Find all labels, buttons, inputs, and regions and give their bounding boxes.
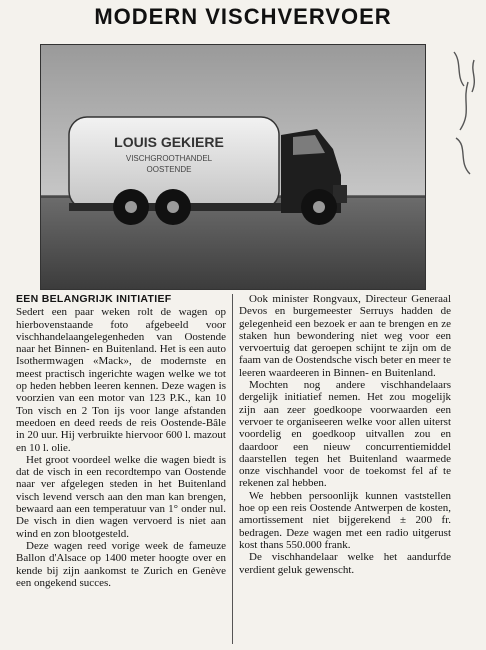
- truck-sign-name: LOUIS GEKIERE: [114, 134, 224, 150]
- article-headline: MODERN VISCHVERVOER: [94, 4, 392, 29]
- article-paragraph: De vischhandelaar welke het aandurfde verdient geluk gewenscht.: [239, 551, 451, 576]
- article-column-right: [239, 293, 451, 576]
- article-column-left: [16, 293, 226, 589]
- article-subhead: EEN BELANGRIJK INITIATIEF: [16, 293, 172, 305]
- truck-sign-trade: VISCHGROOTHANDEL: [125, 154, 213, 163]
- truck-sign-city: OOSTENDE: [146, 165, 192, 174]
- article-paragraph: Ook minister Rongvaux, Directeur Generaal Devos en burgemeester Serruys hadden de gelegenheid een bezoek er aan te brengen en ze staken hun bewondering niet weg voor een vervoertuig dat geroepen schijnt te zijn om de faam van de Oostendsche visch beter en meer te leeren waardeeren in Binnen- en Buitenland.: [239, 293, 451, 379]
- handwritten-margin-note: [448, 42, 482, 192]
- article-paragraph: We hebben persoonlijk kunnen vaststellen hoe op een reis Oostende Antwerpen de kosten, amortissement niet bijgerekend ± 200 fr. bedragen. Deze wagen met een radio uitgerust kost thans 550.000 frank.: [239, 489, 451, 551]
- column-divider: [232, 294, 233, 644]
- refrigerated-truck-photo: [41, 45, 425, 289]
- article-paragraph: Sedert een paar weken rolt de wagen op hierbovenstaande foto afgebeeld voor vischhandelaangelegenheden van Oostende naar het Binnen- en Buitenland. Het is een auto Isothermwagen «Mack», de modernste en meest practisch ingerichte wagen welke we tot op heden hebben leeren kennen. Deze wagen is voorzien van een motor van 123 P.K., kan 10 Ton visch en 2 Ton ijs voor lange afstanden meedoen en deed reeds de reis Oostende-Bâle in 20 uur. Hij verbruikte hiervoor 600 l. mazout en 10 l. olie.: [16, 306, 226, 454]
- article-paragraph: Deze wagen reed vorige week de fameuze Ballon d'Alsace op 1400 meter hoogte over en kende bij zijn aankomst te Zurich en Genève een ongekend succes.: [16, 539, 226, 589]
- article-photo: [40, 44, 426, 290]
- article-paragraph: Het groot voordeel welke die wagen biedt is dat de visch in een recordtempo van Oostende naar ver afgelegen steden in het Buitenland visch levend versch aan den man kan brengen, bewaard aan een temperatuur van 1° onder nul. De visch in dien wagen vervoerd is niet aan wind en zon blootgesteld.: [16, 453, 226, 540]
- article-paragraph: Mochten nog andere vischhandelaars dergelijk initiatief nemen. Het zou mogelijk zijn aan zeer goedkoope voorwaarden een vervoer te organiseeren welke voor allen uiterst voordelig en goedkoop uitvallen zou en daardoor een nieuw concurrentiemiddel daarstellen tegen het Buitenland waarmede onze vischhandel voor de toekomst fel af te rekenen zal hebben.: [239, 379, 451, 490]
